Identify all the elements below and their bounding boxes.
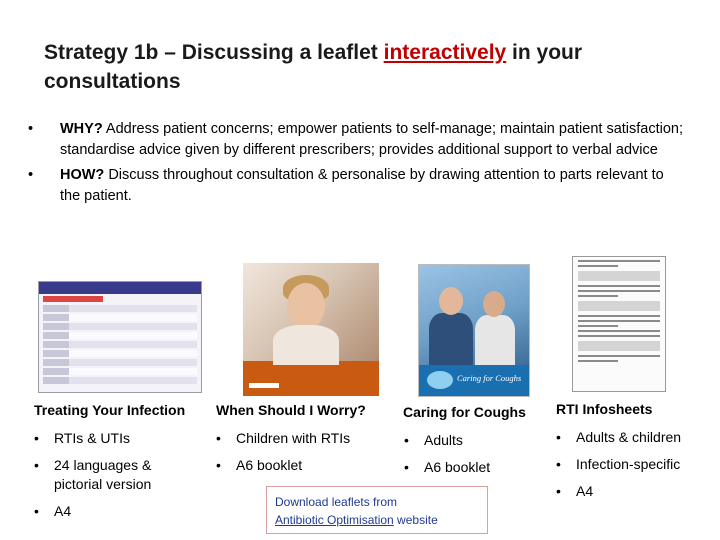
item-text: 24 languages & pictorial version <box>54 457 152 492</box>
item-text: RTIs & UTIs <box>54 430 130 446</box>
bullet-glyph: • <box>216 430 221 446</box>
bullet-lead: HOW? <box>60 167 105 183</box>
leaflet-thumbnail-when-worry <box>243 263 379 396</box>
list-item <box>34 456 194 494</box>
bullet-glyph: • <box>556 429 561 445</box>
antibiotic-optimisation-link[interactable]: Antibiotic Optimisation <box>275 513 394 527</box>
download-line <box>275 511 479 529</box>
title-text: Strategy 1b – Discussing a leaflet <box>44 41 384 64</box>
bullet-text: Address patient concerns; empower patients to self-manage; maintain patient satisfaction; standardise advice given by different prescribers; provides additional support to verbal advice <box>60 121 684 158</box>
download-suffix: website <box>393 513 438 527</box>
list-item <box>216 456 396 475</box>
thumbnail-title: Caring for Coughs <box>457 373 522 383</box>
list-item <box>34 429 194 448</box>
item-text: A4 <box>54 503 72 519</box>
item-text: Adults & children <box>576 429 682 445</box>
list-item <box>216 429 396 448</box>
item-text: Adults <box>424 432 463 448</box>
title-highlight: interactively <box>383 41 507 64</box>
download-callout <box>266 486 488 534</box>
bullet-glyph: • <box>404 432 409 448</box>
bullet-how <box>26 165 686 207</box>
leaflet-title: Caring for Coughs <box>403 404 526 420</box>
leaflet-details <box>556 428 716 501</box>
item-text: A4 <box>576 483 594 499</box>
leaflet-details <box>34 429 194 521</box>
bullet-text: Discuss throughout consultation & personalise by drawing attention to parts relevant to the patient. <box>60 167 664 204</box>
bullet-glyph: • <box>34 503 39 519</box>
download-text: Download leaflets from <box>275 495 398 509</box>
item-text: Infection-specific <box>576 456 681 472</box>
bullet-glyph: • <box>28 167 34 183</box>
leaflet-thumbnail-rti-infosheets <box>572 256 666 392</box>
bullet-glyph: • <box>34 430 39 446</box>
item-text: A6 booklet <box>236 457 303 473</box>
list-item <box>404 431 554 450</box>
list-item <box>34 502 194 521</box>
bullet-lead: WHY? <box>60 121 103 137</box>
bullet-glyph: • <box>556 483 561 499</box>
list-item <box>556 482 716 501</box>
bullet-glyph: • <box>404 459 409 475</box>
bullet-glyph: • <box>216 457 221 473</box>
bullet-glyph: • <box>556 456 561 472</box>
list-item <box>556 455 716 474</box>
leaflet-title: RTI Infosheets <box>556 401 653 417</box>
bullet-list <box>26 119 686 211</box>
bullet-glyph: • <box>34 457 39 473</box>
leaflet-title: When Should I Worry? <box>216 402 366 418</box>
title-text-end: in your consultations <box>44 41 583 93</box>
item-text: Children with RTIs <box>236 430 351 446</box>
bullet-glyph: • <box>28 121 34 137</box>
item-text: A6 booklet <box>424 459 491 475</box>
leaflet-details <box>404 431 554 477</box>
leaflet-thumbnail-caring-coughs <box>418 264 530 397</box>
list-item <box>404 458 554 477</box>
leaflet-details <box>216 429 396 475</box>
leaflet-title: Treating Your Infection <box>34 402 186 418</box>
bullet-why <box>26 119 686 161</box>
leaflet-thumbnail-treating-infection <box>38 281 202 393</box>
list-item <box>556 428 716 447</box>
page-title <box>44 38 684 96</box>
